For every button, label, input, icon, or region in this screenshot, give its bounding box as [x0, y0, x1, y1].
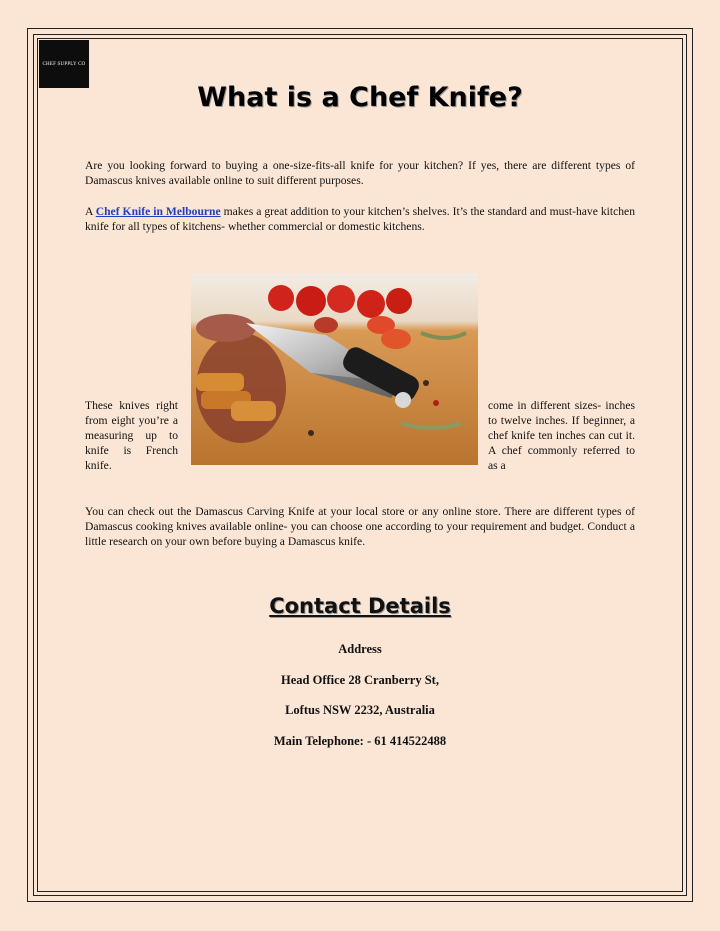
- wrap-text-left: These knives right from eight you’re a measuring up to knife is French knife.: [85, 399, 178, 472]
- paragraph-suffix: makes a great addition to your kitchen’s shelves. It’s the standard and must-have kitchen knife for all types of kitchens- whether commercial or domestic kitchens.: [85, 205, 635, 233]
- address-line-2: Loftus NSW 2232, Australia: [285, 703, 435, 717]
- carving-knife-paragraph: You can check out the Damascus Carving Knife at your local store or any online store. There are different types of Damascus cooking knives available online- you can choose one according to your requirement and budget. Conduct a little research on your own before buying a Damascus knife.: [85, 505, 635, 548]
- knife-illustration: [191, 273, 478, 465]
- telephone: Main Telephone: - 61 414522488: [273, 734, 447, 748]
- brand-logo: [39, 40, 89, 88]
- wrap-text-right: come in different sizes- inches to twelve inches. If beginner, a chef knife ten inches can cut it. A chef commonly referred to as a: [488, 399, 635, 472]
- intro-paragraph: Are you looking forward to buying a one-size-fits-all knife for your kitchen? If yes, there are different types of Damascus knives available online to suit different purposes.: [85, 159, 635, 187]
- contact-heading: Contact Details: [269, 594, 451, 618]
- page-title: What is a Chef Knife?: [197, 82, 523, 113]
- chef-knife-paragraph: [85, 204, 635, 234]
- address-line-1: Head Office 28 Cranberry St,: [281, 673, 439, 687]
- address-label: Address: [338, 642, 382, 656]
- paragraph-prefix: A: [85, 205, 96, 218]
- chef-knife-photo: [191, 273, 478, 465]
- logo-text: CHEF SUPPLY CO: [42, 61, 86, 67]
- chef-knife-link[interactable]: Chef Knife in Melbourne: [95, 205, 221, 218]
